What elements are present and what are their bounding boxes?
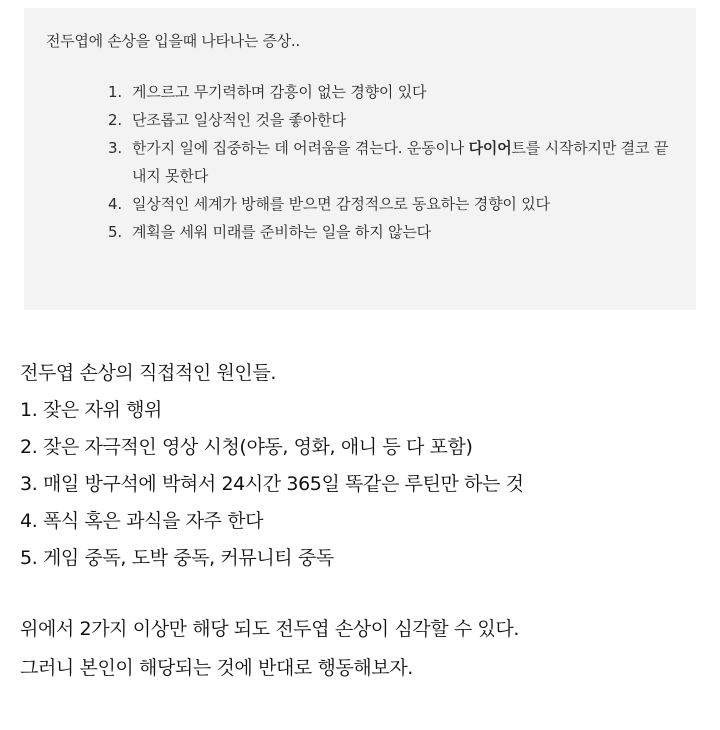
symptom-number: 3. [108, 139, 122, 157]
symptom-number: 1. [108, 83, 122, 101]
symptom-text: 게으르고 무기력하며 감흥이 없는 경향이 있다 [132, 83, 427, 101]
symptom-number: 5. [108, 223, 122, 241]
symptom-item-2 [46, 106, 672, 134]
cause-item-3: 3. 매일 방구석에 박혀서 24시간 365일 똑같은 루틴만 하는 것 [20, 473, 524, 495]
cause-item-5: 5. 게임 중독, 도박 중독, 커뮤니티 중독 [20, 547, 334, 569]
symptom-text: 단조롭고 일상적인 것을 좋아한다 [132, 111, 346, 129]
causes-heading: 전두엽 손상의 직접적인 원인들. [20, 362, 276, 384]
closing-line-1: 위에서 2가지 이상만 해당 되도 전두엽 손상이 심각할 수 있다. [20, 618, 519, 640]
cause-item-2: 2. 잦은 자극적인 영상 시청(야동, 영화, 애니 등 다 포함) [20, 436, 473, 458]
symptom-text: 일상적인 세계가 방해를 받으면 감정적으로 동요하는 경향이 있다 [132, 195, 550, 213]
symptom-item-4 [46, 190, 672, 218]
excerpt-title: 전두엽에 손상을 입을때 나타나는 증상.. [46, 32, 300, 50]
symptom-item-3 [46, 134, 672, 190]
symptom-item-5 [46, 218, 672, 246]
symptom-text-part: 한가지 일에 집중하는 데 어려움을 겪는다. 운동이나 [132, 139, 469, 157]
main-text [20, 358, 710, 692]
quoted-excerpt-box [24, 8, 696, 310]
paragraph-gap [20, 580, 710, 614]
cause-item-1: 1. 잦은 자위 행위 [20, 399, 162, 421]
symptom-number: 2. [108, 111, 122, 129]
cause-item-4: 4. 폭식 혹은 과식을 자주 한다 [20, 510, 264, 532]
closing-line-2: 그러니 본인이 해당되는 것에 반대로 행동해보자. [20, 657, 413, 679]
symptom-text: 계획을 세워 미래를 준비하는 일을 하지 않는다 [132, 223, 431, 241]
symptom-text-bold: 다이어 [468, 139, 512, 157]
symptom-item-1 [46, 78, 672, 106]
symptom-text-part: 트를 시작하지만 결코 끝내지 못한다 [132, 139, 669, 185]
symptom-text [132, 139, 668, 185]
symptom-number: 4. [108, 195, 122, 213]
symptom-list [46, 78, 676, 246]
